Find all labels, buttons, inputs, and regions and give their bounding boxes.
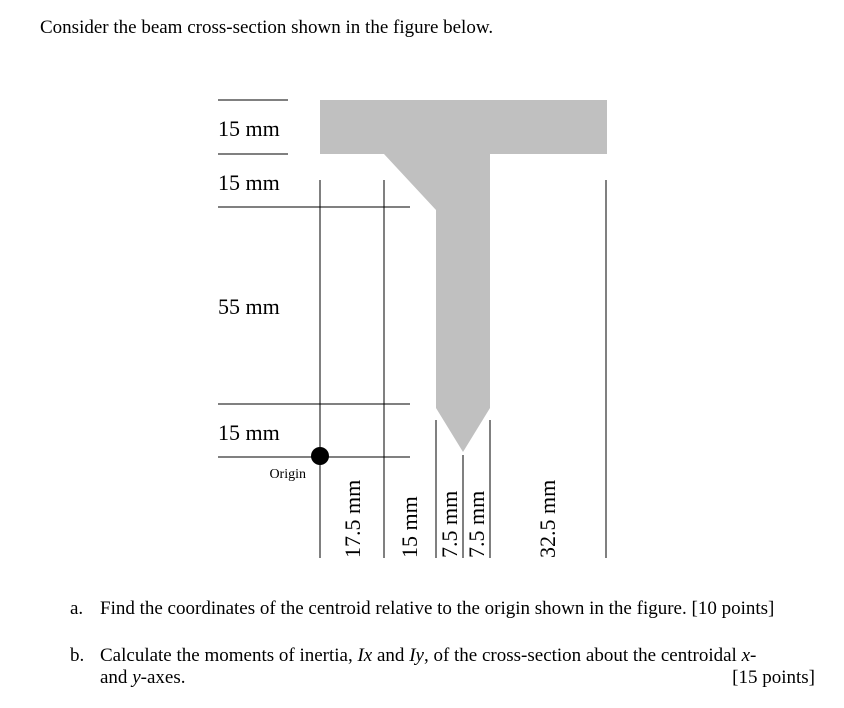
question-b-line2-suffix: -axes. (140, 667, 186, 688)
question-b-points: [15 points] (732, 667, 815, 688)
dimension-label-55mm: 55 mm (218, 294, 280, 319)
question-b-x: x (741, 645, 751, 666)
question-b-iy: Iy (409, 645, 424, 666)
dimension-label-15mm-top: 15 mm (218, 116, 280, 141)
question-b-text-1: Calculate the moments of inertia, (100, 645, 358, 666)
dimension-label-7-5mm-b: 7.5 mm (464, 490, 489, 558)
dimension-label-7-5mm-a: 7.5 mm (437, 490, 462, 558)
question-b (70, 645, 815, 689)
origin-marker (311, 447, 329, 465)
question-b-line2-prefix: and (100, 667, 133, 688)
question-a-marker: a. (70, 598, 84, 619)
question-b-dash: - (750, 645, 757, 666)
question-b-text-2: , of the cross-section about the centroidal (423, 645, 742, 666)
question-b-line-2 (70, 667, 815, 689)
dimension-label-15mm-second: 15 mm (218, 170, 280, 195)
beam-cross-section-shape (320, 100, 607, 452)
question-b-y: y (132, 667, 141, 688)
question-b-line2-text (100, 667, 185, 689)
question-b-and: and (372, 645, 410, 666)
dimension-label-15mm-horizontal: 15 mm (397, 496, 422, 558)
question-b-marker: b. (70, 645, 85, 666)
question-b-line-1 (70, 645, 815, 667)
question-b-ix: Ix (357, 645, 373, 666)
dimension-label-32-5mm: 32.5 mm (535, 479, 560, 558)
problem-intro: Consider the beam cross-section shown in the figure below. (40, 17, 494, 38)
dimension-label-17-5mm: 17.5 mm (340, 479, 365, 558)
question-a-text: Find the coordinates of the centroid relative to the origin shown in the figure. [10 points] (100, 598, 775, 619)
origin-label: Origin (269, 467, 306, 482)
question-a (70, 598, 774, 620)
dimension-label-15mm-bottom: 15 mm (218, 420, 280, 445)
